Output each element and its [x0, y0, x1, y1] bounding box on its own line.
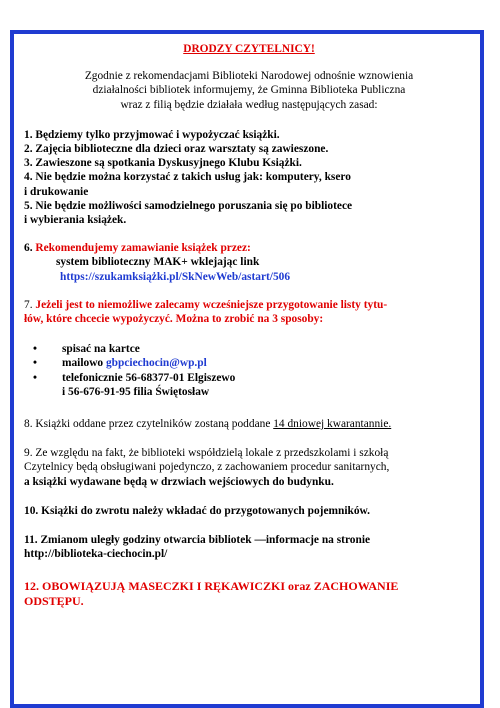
rule-8: 8. Książki oddane przez czytelników zostaną poddane 14 dniowej kwarantannie.: [24, 418, 392, 431]
rule-6-line: system biblioteczny MAK+ wklejając link: [56, 256, 260, 269]
intro-line: wraz z filią będzie działała według następujących zasad:: [120, 98, 378, 111]
bullet-icon: •: [33, 357, 37, 370]
rule-5-cont: i wybierania książek.: [24, 214, 127, 227]
rule-7-heading-cont: łów, które chcecie wypożyczyć. Można to zrobić na 3 sposoby:: [24, 313, 324, 326]
rules-list-1-5: [24, 128, 474, 227]
rule-6-number: 6.: [24, 242, 36, 255]
rule-4: 4. Nie będzie można korzystać z takich usług jak: komputery, ksero: [24, 171, 351, 184]
list-item: • spisać na kartce: [33, 343, 140, 356]
rule-4-cont: i drukowanie: [24, 185, 89, 198]
quarantine-text: 14 dniowej kwarantannie.: [273, 418, 392, 431]
notice-content: [24, 42, 474, 609]
order-options-list: [24, 342, 474, 385]
notice-title: DRODZY CZYTELNICY!: [183, 43, 315, 55]
email-link[interactable]: gbpciechocin@wp.pl: [105, 357, 207, 370]
rule-7-heading: Jeżeli jest to niemożliwe zalecamy wcześniejsze przygotowanie listy tytu-: [35, 298, 388, 311]
rule-1: 1. Będziemy tylko przyjmować i wypożyczać książki.: [24, 128, 280, 141]
rule-3: 3. Zawieszone są spotkania Dyskusyjnego Klubu Książki.: [24, 157, 302, 170]
rule-7-number: 7.: [24, 298, 36, 311]
intro-paragraph: [24, 69, 474, 112]
bullet-icon: •: [33, 343, 37, 356]
bullet-icon: •: [33, 371, 37, 384]
rule-12: 12. OBOWIĄZUJĄ MASECZKI I RĘKAWICZKI oraz ZACHOWANIE ODSTĘPU.: [24, 579, 399, 609]
rule-9: 9. Ze względu na fakt, że biblioteki współdzielą lokale z przedszkolami i szkołą Czytelnicy będą obsługiwani pojedynczo, z zachowaniem procedur sanitarnych, a książki wydawane będą w drzwiach wejściowych do budynku.: [24, 447, 390, 488]
intro-line: działalności bibliotek informujemy, że Gminna Biblioteka Publiczna: [92, 84, 406, 97]
library-website-link[interactable]: http://biblioteka-ciechocin.pl/: [24, 548, 168, 561]
rule-5: 5. Nie będzie możliwości samodzielnego poruszania się po bibliotece: [24, 199, 353, 212]
rule-10: 10. Książki do zwrotu należy wkładać do przygotowanych pojemników.: [24, 504, 370, 517]
list-item: • mailowo gbpciechocin@wp.pl: [33, 357, 207, 370]
rule-6: [24, 241, 474, 284]
rule-6-heading: Rekomendujemy zamawianie książek przez:: [35, 242, 251, 255]
list-item: • telefonicznie 56-68377-01 Elgiszewo: [33, 371, 236, 384]
rule-11: 11. Zmianom uległy godziny otwarcia bibliotek —informacje na stronie http://biblioteka-ciechocin.pl/: [24, 533, 474, 561]
catalog-link[interactable]: https://szukamksiążki.pl/SkNewWeb/astart/506: [60, 270, 291, 283]
intro-line: Zgodnie z rekomendacjami Biblioteki Narodowej odnośnie wznowienia: [84, 70, 414, 83]
phone-filia: i 56-676-91-95 filia Świętosław: [62, 385, 210, 398]
rule-2: 2. Zajęcia biblioteczne dla dzieci oraz warsztaty są zawieszone.: [24, 143, 329, 156]
rule-7: [24, 298, 474, 399]
